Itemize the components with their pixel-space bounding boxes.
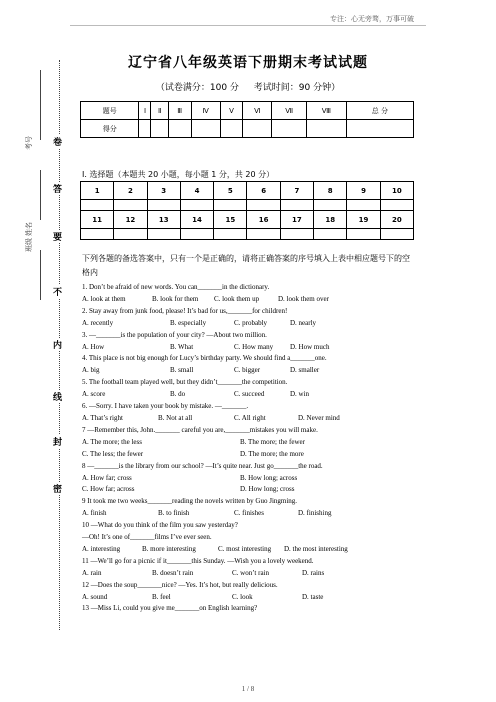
exam-time-text: 考试时间：90 分钟） (253, 83, 341, 93)
answer-number: 6 (247, 182, 280, 200)
score-header-cell: 题号 (81, 102, 139, 120)
question-option: D. nearly (290, 318, 317, 327)
question-option: B. do (170, 390, 186, 399)
score-value-row (81, 120, 414, 138)
answer-cell[interactable] (380, 200, 413, 211)
seal-char-4: 不 (53, 285, 62, 298)
question-option: A. finish (82, 509, 107, 518)
answer-cell[interactable] (247, 229, 280, 240)
question-option: A. How (82, 342, 105, 351)
question-stem: 11 —We’ll go for a picnic if it_______this Sunday. —Wish you a lovely weekend. (82, 556, 314, 565)
question-option: B. How long; across (240, 473, 298, 482)
question-options (82, 508, 422, 520)
answer-grid (80, 181, 414, 240)
question-stem: 4. This place is not big enough for Lucy’s birthday party. We should find a_______one. (82, 354, 327, 363)
seal-char-7: 封 (53, 435, 62, 448)
score-header-cell: Ⅳ (191, 102, 220, 120)
answer-number: 13 (147, 211, 180, 229)
score-input-cell[interactable] (243, 120, 272, 138)
score-input-cell[interactable] (151, 120, 168, 138)
question-option: C. look (232, 592, 253, 601)
score-header-cell: Ⅵ (243, 102, 272, 120)
answer-cell[interactable] (81, 229, 114, 240)
question-option: B. feel (152, 592, 171, 601)
score-header-cell: Ⅰ (139, 102, 151, 120)
score-header-cell: Ⅱ (151, 102, 168, 120)
answer-number: 5 (214, 182, 247, 200)
answer-cell[interactable] (214, 200, 247, 211)
section-1-title: Ⅰ. 选择题（本题共 20 小题，每小题 1 分，共 20 分） (82, 170, 275, 179)
question-option: D. win (290, 390, 310, 399)
question-option: B. small (170, 366, 194, 375)
question-option: C. succeed (234, 390, 265, 399)
answer-number-row (81, 182, 414, 200)
question-option: A. score (82, 390, 106, 399)
answer-number: 19 (347, 211, 380, 229)
question-option: C. most interesting (218, 544, 272, 553)
answer-cell[interactable] (114, 229, 147, 240)
seal-char-8: 密 (53, 482, 62, 495)
answer-number: 9 (347, 182, 380, 200)
score-input-cell[interactable] (191, 120, 220, 138)
seal-char-5: 内 (53, 338, 62, 351)
score-input-cell[interactable] (272, 120, 306, 138)
question-option: B. doesn’t rain (152, 568, 194, 577)
page-number: 1 / 8 (241, 685, 255, 693)
answer-blank-row (81, 229, 414, 240)
question-option: D. taste (302, 592, 324, 601)
score-header-cell: Ⅴ (220, 102, 243, 120)
answer-cell[interactable] (81, 200, 114, 211)
question-stem: 9 It took me two weeks_______reading the novels written by Guo Jingming. (82, 497, 298, 506)
answer-number: 20 (380, 211, 413, 229)
question-option: A. interesting (82, 544, 121, 553)
question-option: B. especially (170, 318, 207, 327)
question-stem: 3. —_______is the population of your city? —About two million. (82, 330, 267, 339)
exam-title: 辽宁省八年级英语下册期末考试试题 (128, 55, 368, 71)
question-option: B. What (170, 342, 194, 351)
full-score-text: （试卷满分：100 分 (155, 83, 239, 93)
question-option: C. bigger (234, 366, 261, 375)
score-row-label: 得分 (81, 120, 139, 138)
answer-cell[interactable] (280, 200, 313, 211)
answer-cell[interactable] (247, 200, 280, 211)
question-options (82, 544, 422, 556)
question-option: A. big (82, 366, 100, 375)
score-input-cell[interactable] (306, 120, 346, 138)
seal-char-6: 线 (53, 390, 62, 403)
question-option: D. rains (302, 568, 325, 577)
banji-underline (40, 250, 41, 300)
answer-number: 17 (280, 211, 313, 229)
score-header-row (81, 102, 414, 120)
score-input-cell[interactable] (139, 120, 151, 138)
question-options (82, 473, 422, 485)
question-options (82, 449, 422, 461)
binding-margin (0, 40, 70, 640)
answer-number: 11 (81, 211, 114, 229)
question-option: C. All right (234, 413, 266, 422)
question-option: B. Not at all (158, 413, 193, 422)
question-stem: 1. Don’t be afraid of new words. You can_______in the dictionary. (82, 283, 270, 291)
score-input-cell[interactable] (220, 120, 243, 138)
seal-char-2: 答 (53, 182, 62, 195)
question-options (82, 592, 422, 604)
xingming-label: 姓名 (25, 222, 33, 236)
answer-number: 2 (114, 182, 147, 200)
question-stem: 10 —What do you think of the film you saw yesterday? (82, 521, 238, 530)
answer-cell[interactable] (147, 200, 180, 211)
question-option: B. look for them (152, 294, 199, 303)
question-option: A. recently (82, 318, 114, 327)
answer-cell[interactable] (180, 229, 213, 240)
score-table (80, 101, 414, 138)
question-option: C. look them up (214, 294, 260, 303)
question-stem: 7 —Remember this, John._______ careful you are,_______mistakes you will make. (82, 425, 318, 434)
answer-cell[interactable] (180, 200, 213, 211)
answer-cell[interactable] (380, 229, 413, 240)
answer-cell[interactable] (347, 200, 380, 211)
question-option: D. smaller (290, 366, 320, 375)
question-option: D. How long; cross (240, 485, 295, 494)
score-input-cell[interactable] (168, 120, 191, 138)
question-option: C. won’t rain (232, 568, 270, 577)
question-option: A. look at them (82, 294, 126, 303)
question-option: A. rain (82, 568, 102, 577)
question-options (82, 568, 422, 580)
question-options (82, 389, 422, 401)
section-1-instruction: 下列各题的备选答案中，只有一个是正确的，请将正确答案的序号填入上表中相应题号下的空格内 (82, 254, 410, 277)
question-option: D. How much (290, 342, 330, 351)
question-list (82, 282, 422, 615)
score-header-cell: 总 分 (346, 102, 413, 120)
answer-number: 7 (280, 182, 313, 200)
answer-cell[interactable] (314, 229, 347, 240)
question-option: C. How far; across (82, 485, 135, 494)
question-options (82, 413, 422, 425)
question-options (82, 318, 422, 330)
question-options (82, 365, 422, 377)
exam-subtitle (82, 80, 414, 93)
question-options (82, 484, 422, 496)
seal-char-3: 要 (53, 230, 62, 243)
question-options (82, 342, 422, 354)
answer-number: 3 (147, 182, 180, 200)
header-rule (70, 25, 426, 26)
question-option: A. sound (82, 592, 108, 601)
question-option: A. That’s right (82, 413, 123, 422)
question-options (82, 294, 422, 306)
question-stem: —Oh! It’s one of_______films I’ve ever seen. (82, 533, 212, 542)
score-header-cell: Ⅶ (272, 102, 306, 120)
answer-cell[interactable] (147, 229, 180, 240)
kaohao-underline (40, 70, 41, 140)
question-option: C. The less; the fewer (82, 449, 144, 458)
answer-cell[interactable] (280, 229, 313, 240)
question-stem: 8 —_______is the library from our school? —It’s quite near. Just go_______the road. (82, 461, 323, 470)
question-options (82, 437, 422, 449)
question-option: D. The more; the more (240, 449, 304, 458)
question-option: B. The more; the fewer (240, 437, 305, 446)
answer-cell[interactable] (347, 229, 380, 240)
score-header-cell: Ⅷ (306, 102, 346, 120)
question-stem: 6. —Sorry. I have taken your book by mistake. —_______. (82, 402, 249, 411)
answer-number: 8 (314, 182, 347, 200)
question-option: C. finishes (234, 509, 264, 518)
kaohao-label: 考号 (25, 136, 33, 150)
header-motto: 专注：心无旁骛，万事可破 (330, 15, 414, 23)
question-option: A. The more; the less (82, 437, 142, 446)
answer-number: 16 (247, 211, 280, 229)
banji-label: 班级 (25, 238, 33, 252)
question-option: D. the most interesting (284, 544, 348, 553)
answer-number-row (81, 211, 414, 229)
question-option: D. look them over (278, 294, 329, 303)
answer-number: 12 (114, 211, 147, 229)
answer-blank-row (81, 200, 414, 211)
answer-cell[interactable] (114, 200, 147, 211)
answer-number: 15 (214, 211, 247, 229)
xingming-underline (40, 170, 41, 220)
question-option: A. How far; cross (82, 473, 132, 482)
question-option: C. How many (234, 342, 274, 351)
question-option: B. more interesting (142, 544, 196, 553)
question-stem: 2. Stay away from junk food, please! It’s bad for us,_______for children! (82, 306, 288, 315)
answer-number: 1 (81, 182, 114, 200)
answer-number: 18 (314, 211, 347, 229)
question-stem: 12 —Does the soup_______nice? —Yes. It’s hot, but really delicious. (82, 580, 278, 589)
seal-char-1: 卷 (53, 135, 62, 148)
score-input-cell[interactable] (346, 120, 413, 138)
question-option: B. to finish (158, 509, 190, 518)
answer-number: 14 (180, 211, 213, 229)
score-header-cell: Ⅲ (168, 102, 191, 120)
answer-number: 4 (180, 182, 213, 200)
answer-number: 10 (380, 182, 413, 200)
question-stem: 5. The football team played well, but they didn’t_______the competition. (82, 378, 288, 387)
question-option: D. Never mind (298, 413, 340, 422)
question-option: D. finishing (298, 509, 332, 518)
question-stem: 13 —Miss Li, could you give me_______on English learning? (82, 604, 258, 613)
answer-cell[interactable] (214, 229, 247, 240)
answer-cell[interactable] (314, 200, 347, 211)
question-option: C. probably (234, 318, 268, 327)
